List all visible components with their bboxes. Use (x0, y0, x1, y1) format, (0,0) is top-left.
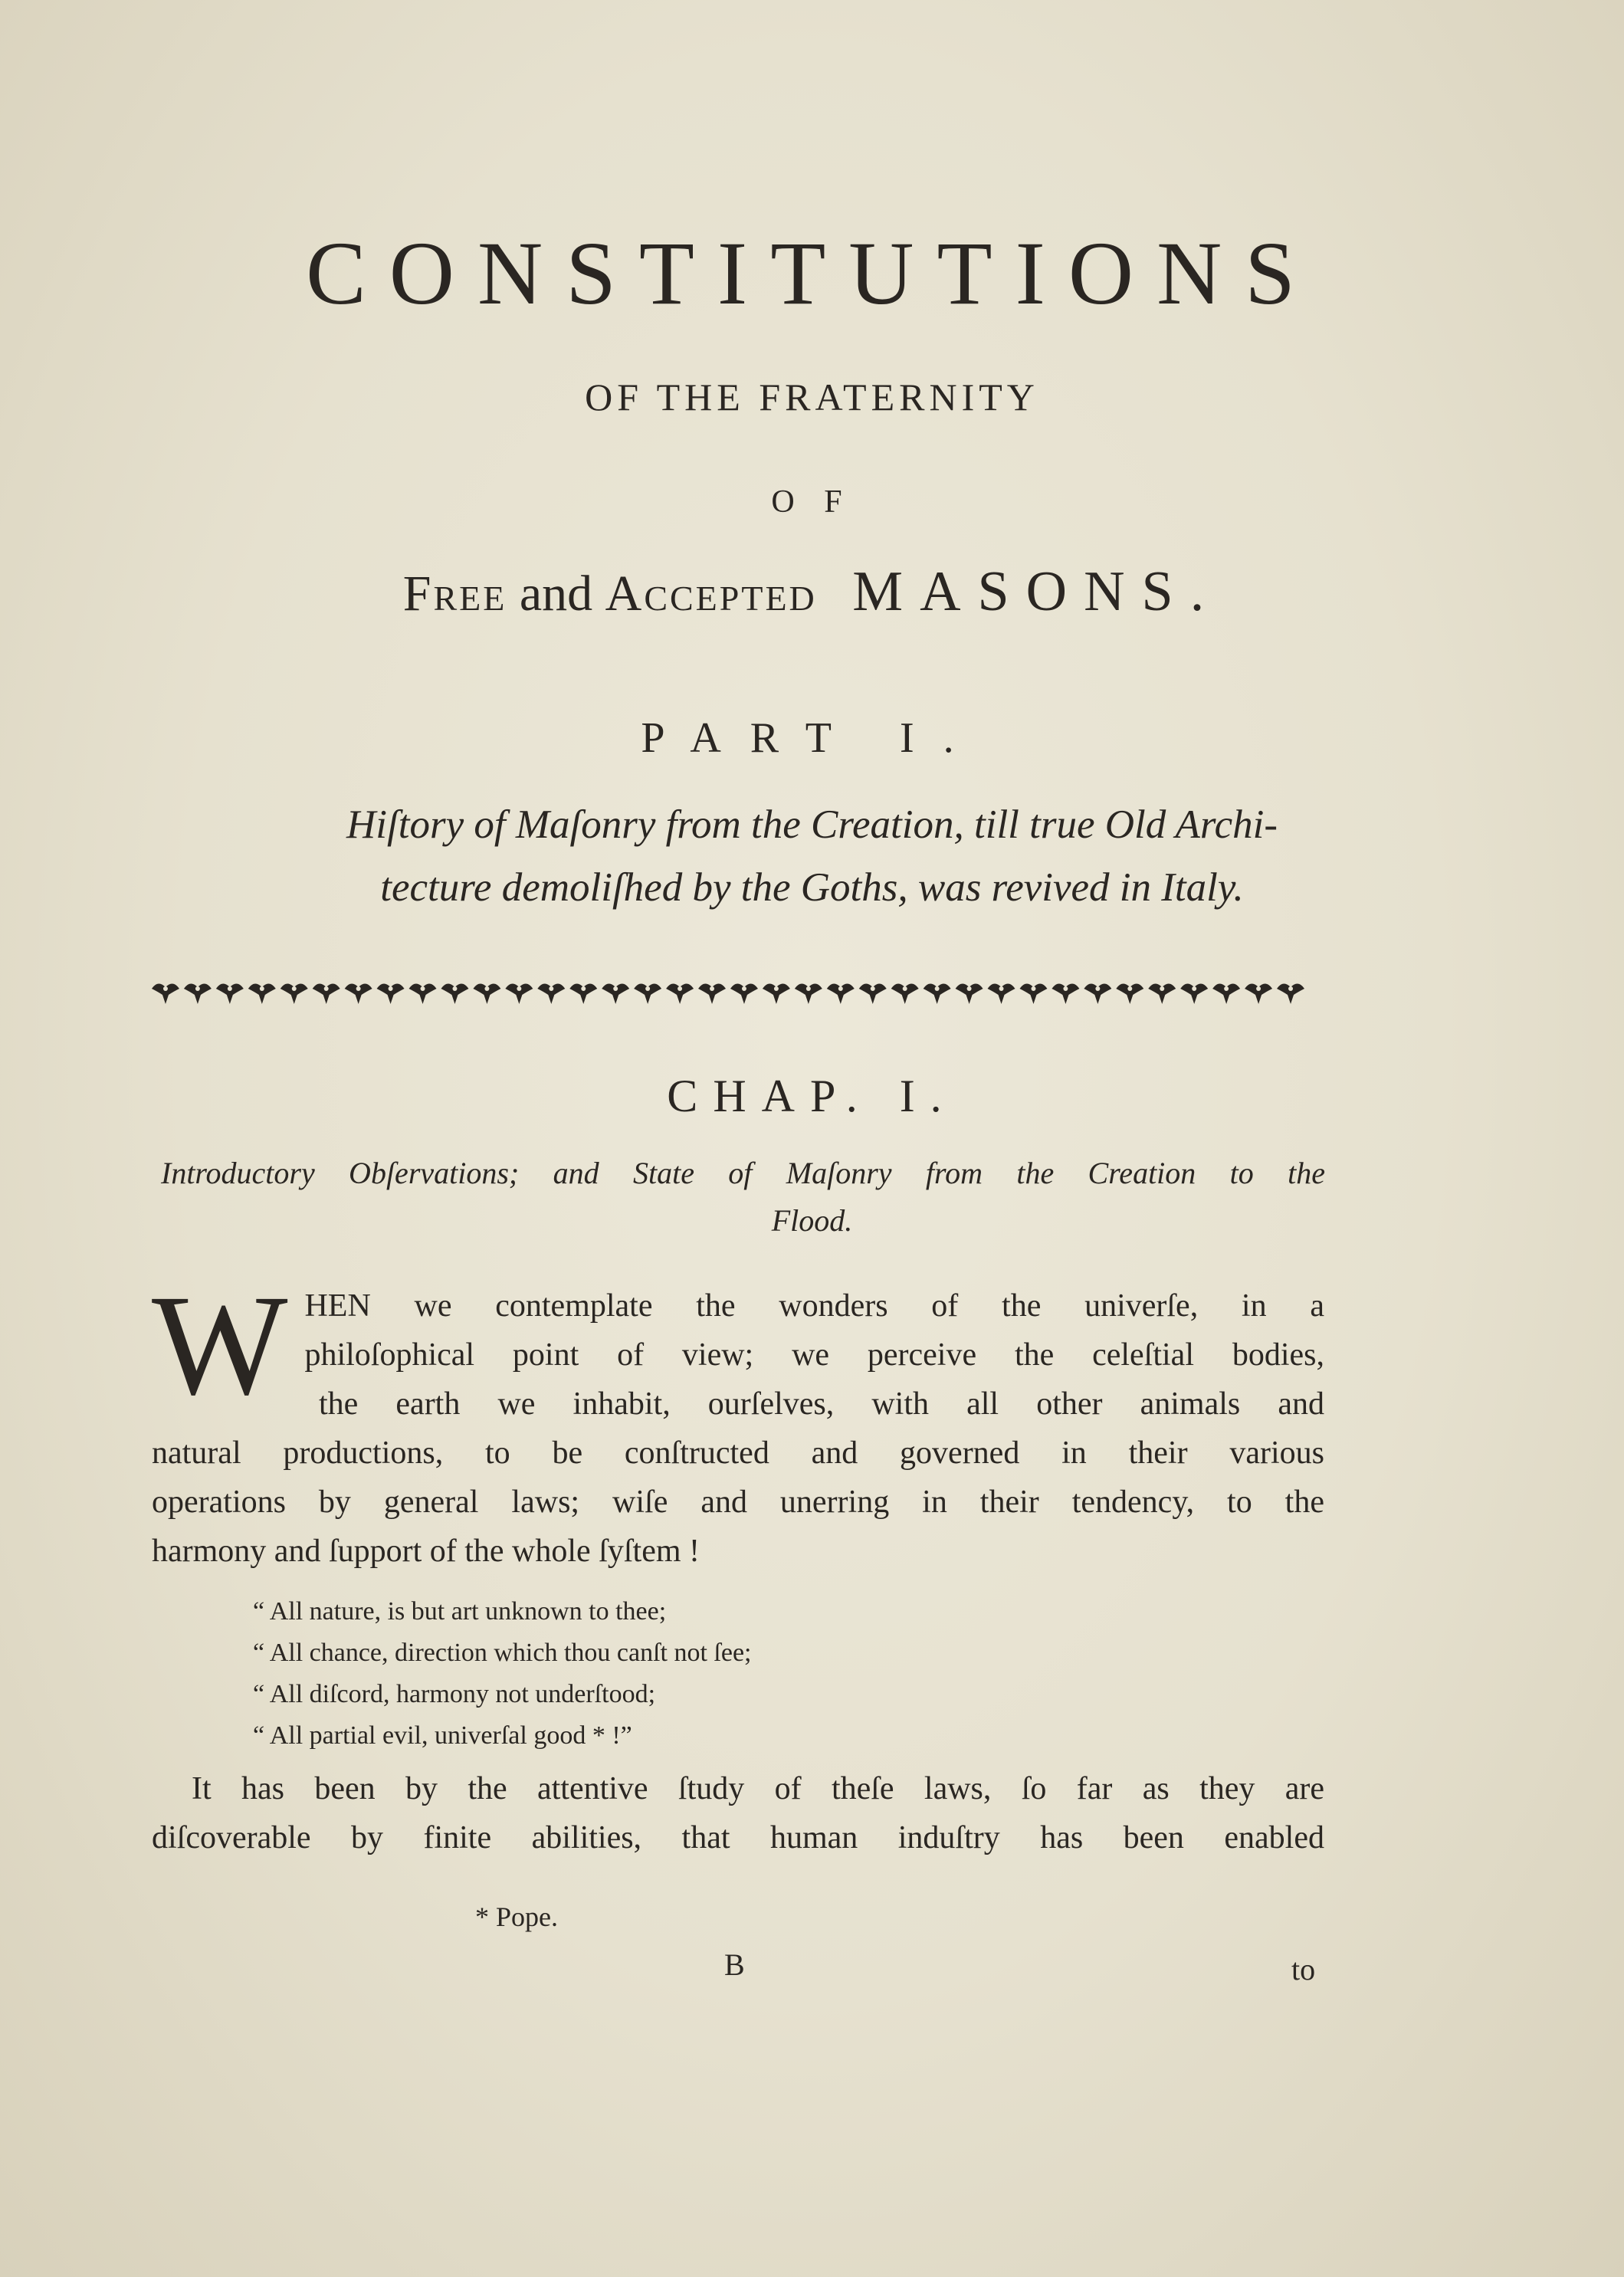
fleuron-icon (698, 983, 726, 1004)
paragraph-2 (152, 1764, 1324, 1862)
signature-mark: B (724, 1947, 745, 1982)
part-description-line: Hiſtory of Maſonry from the Creation, till true Old Archi- (346, 802, 1278, 847)
paragraph-line: It has been by the attentive ſtudy of theſe laws, ſo far as they are (192, 1771, 1324, 1806)
chapter-description-line: Flood. (771, 1203, 853, 1238)
poem-quote (253, 1591, 752, 1757)
catchword: to (1291, 1952, 1316, 1987)
page-title: CONSTITUTIONS (306, 223, 1318, 323)
poem-line: “ All partial evil, univerſal good * !” (253, 1721, 632, 1750)
fleuron-icon (1148, 983, 1176, 1004)
paragraph-line: natural productions, to be conſtructed and governed in their various (152, 1435, 1324, 1471)
subtitle-free-accepted-masons (0, 561, 1624, 625)
fleuron-icon (763, 983, 790, 1004)
fleuron-icon (1084, 983, 1111, 1004)
paragraph-line: diſcoverable by finite abilities, that human induſtry has been enabled (152, 1820, 1324, 1855)
poem-line: “ All diſcord, harmony not underſtood; (253, 1680, 656, 1708)
poem-line: “ All nature, is but art unknown to thee; (253, 1597, 667, 1626)
subtitle-of: O F (771, 484, 853, 520)
paragraph-line: operations by general laws; wiſe and unerring in their tendency, to the (152, 1485, 1324, 1520)
fleuron-icon (859, 983, 887, 1004)
fleuron-icon (216, 983, 244, 1004)
fleuron-icon (956, 983, 983, 1004)
paragraph-line: philoſophical point of view; we perceive the celeſtial bodies, (304, 1337, 1324, 1373)
fleuron-icon (730, 983, 758, 1004)
subtitle-fraternity: OF THE FRATERNITY (585, 376, 1039, 418)
paragraph-line: the earth we inhabit, ourſelves, with all other animals and (319, 1386, 1324, 1422)
fleuron-icon (473, 983, 500, 1004)
subtitle-masons: MASONS. (852, 560, 1222, 623)
fleuron-icon (1245, 983, 1272, 1004)
fleuron-icon (505, 983, 533, 1004)
fleuron-icon (988, 983, 1015, 1004)
fleuron-icon (1180, 983, 1208, 1004)
fleuron-icon (602, 983, 629, 1004)
chapter-description (0, 1150, 1624, 1245)
fleuron-icon (313, 983, 340, 1004)
fleuron-icon (248, 983, 276, 1004)
fleuron-icon (1116, 983, 1143, 1004)
fleuron-icon (891, 983, 919, 1004)
footnote: * Pope. (475, 1901, 558, 1932)
drop-cap: W (152, 1265, 288, 1425)
part-description-line: tecture demoliſhed by the Goths, was revived in Italy. (380, 865, 1244, 910)
part-heading: PART I. (641, 714, 983, 762)
fleuron-icon (1019, 983, 1047, 1004)
paragraph-1 (152, 1265, 1324, 1576)
subtitle-and: and (519, 566, 593, 622)
fleuron-icon (537, 983, 565, 1004)
fleuron-icon (345, 983, 372, 1004)
fleuron-icon (1277, 983, 1304, 1004)
ornament-divider (149, 978, 1307, 1009)
fleuron-icon (184, 983, 212, 1004)
fleuron-icon (666, 983, 694, 1004)
poem-line: “ All chance, direction which thou canſt not ſee; (253, 1639, 752, 1667)
fleuron-icon (152, 983, 179, 1004)
part-description (0, 793, 1624, 919)
fleuron-icon (795, 983, 822, 1004)
chapter-heading: CHAP. I. (667, 1071, 957, 1121)
fleuron-icon (409, 983, 437, 1004)
fleuron-icon (1051, 983, 1079, 1004)
subtitle-accepted: Accepted (605, 566, 817, 622)
subtitle-free: Free (402, 566, 507, 622)
chapter-description-line: Introductory Obſervations; and State of Maſonry from the Creation to the (161, 1156, 1325, 1190)
fleuron-icon (441, 983, 468, 1004)
fleuron-icon (569, 983, 597, 1004)
fleuron-icon (827, 983, 855, 1004)
fleuron-icon (924, 983, 951, 1004)
fleuron-icon (634, 983, 661, 1004)
paragraph-line: harmony and ſupport of the whole ſyſtem ! (152, 1534, 700, 1569)
fleuron-icon (377, 983, 405, 1004)
fleuron-icon (1212, 983, 1240, 1004)
paragraph-line: HEN we contemplate the wonders of the univerſe, in a (304, 1288, 1324, 1324)
fleuron-icon (281, 983, 308, 1004)
